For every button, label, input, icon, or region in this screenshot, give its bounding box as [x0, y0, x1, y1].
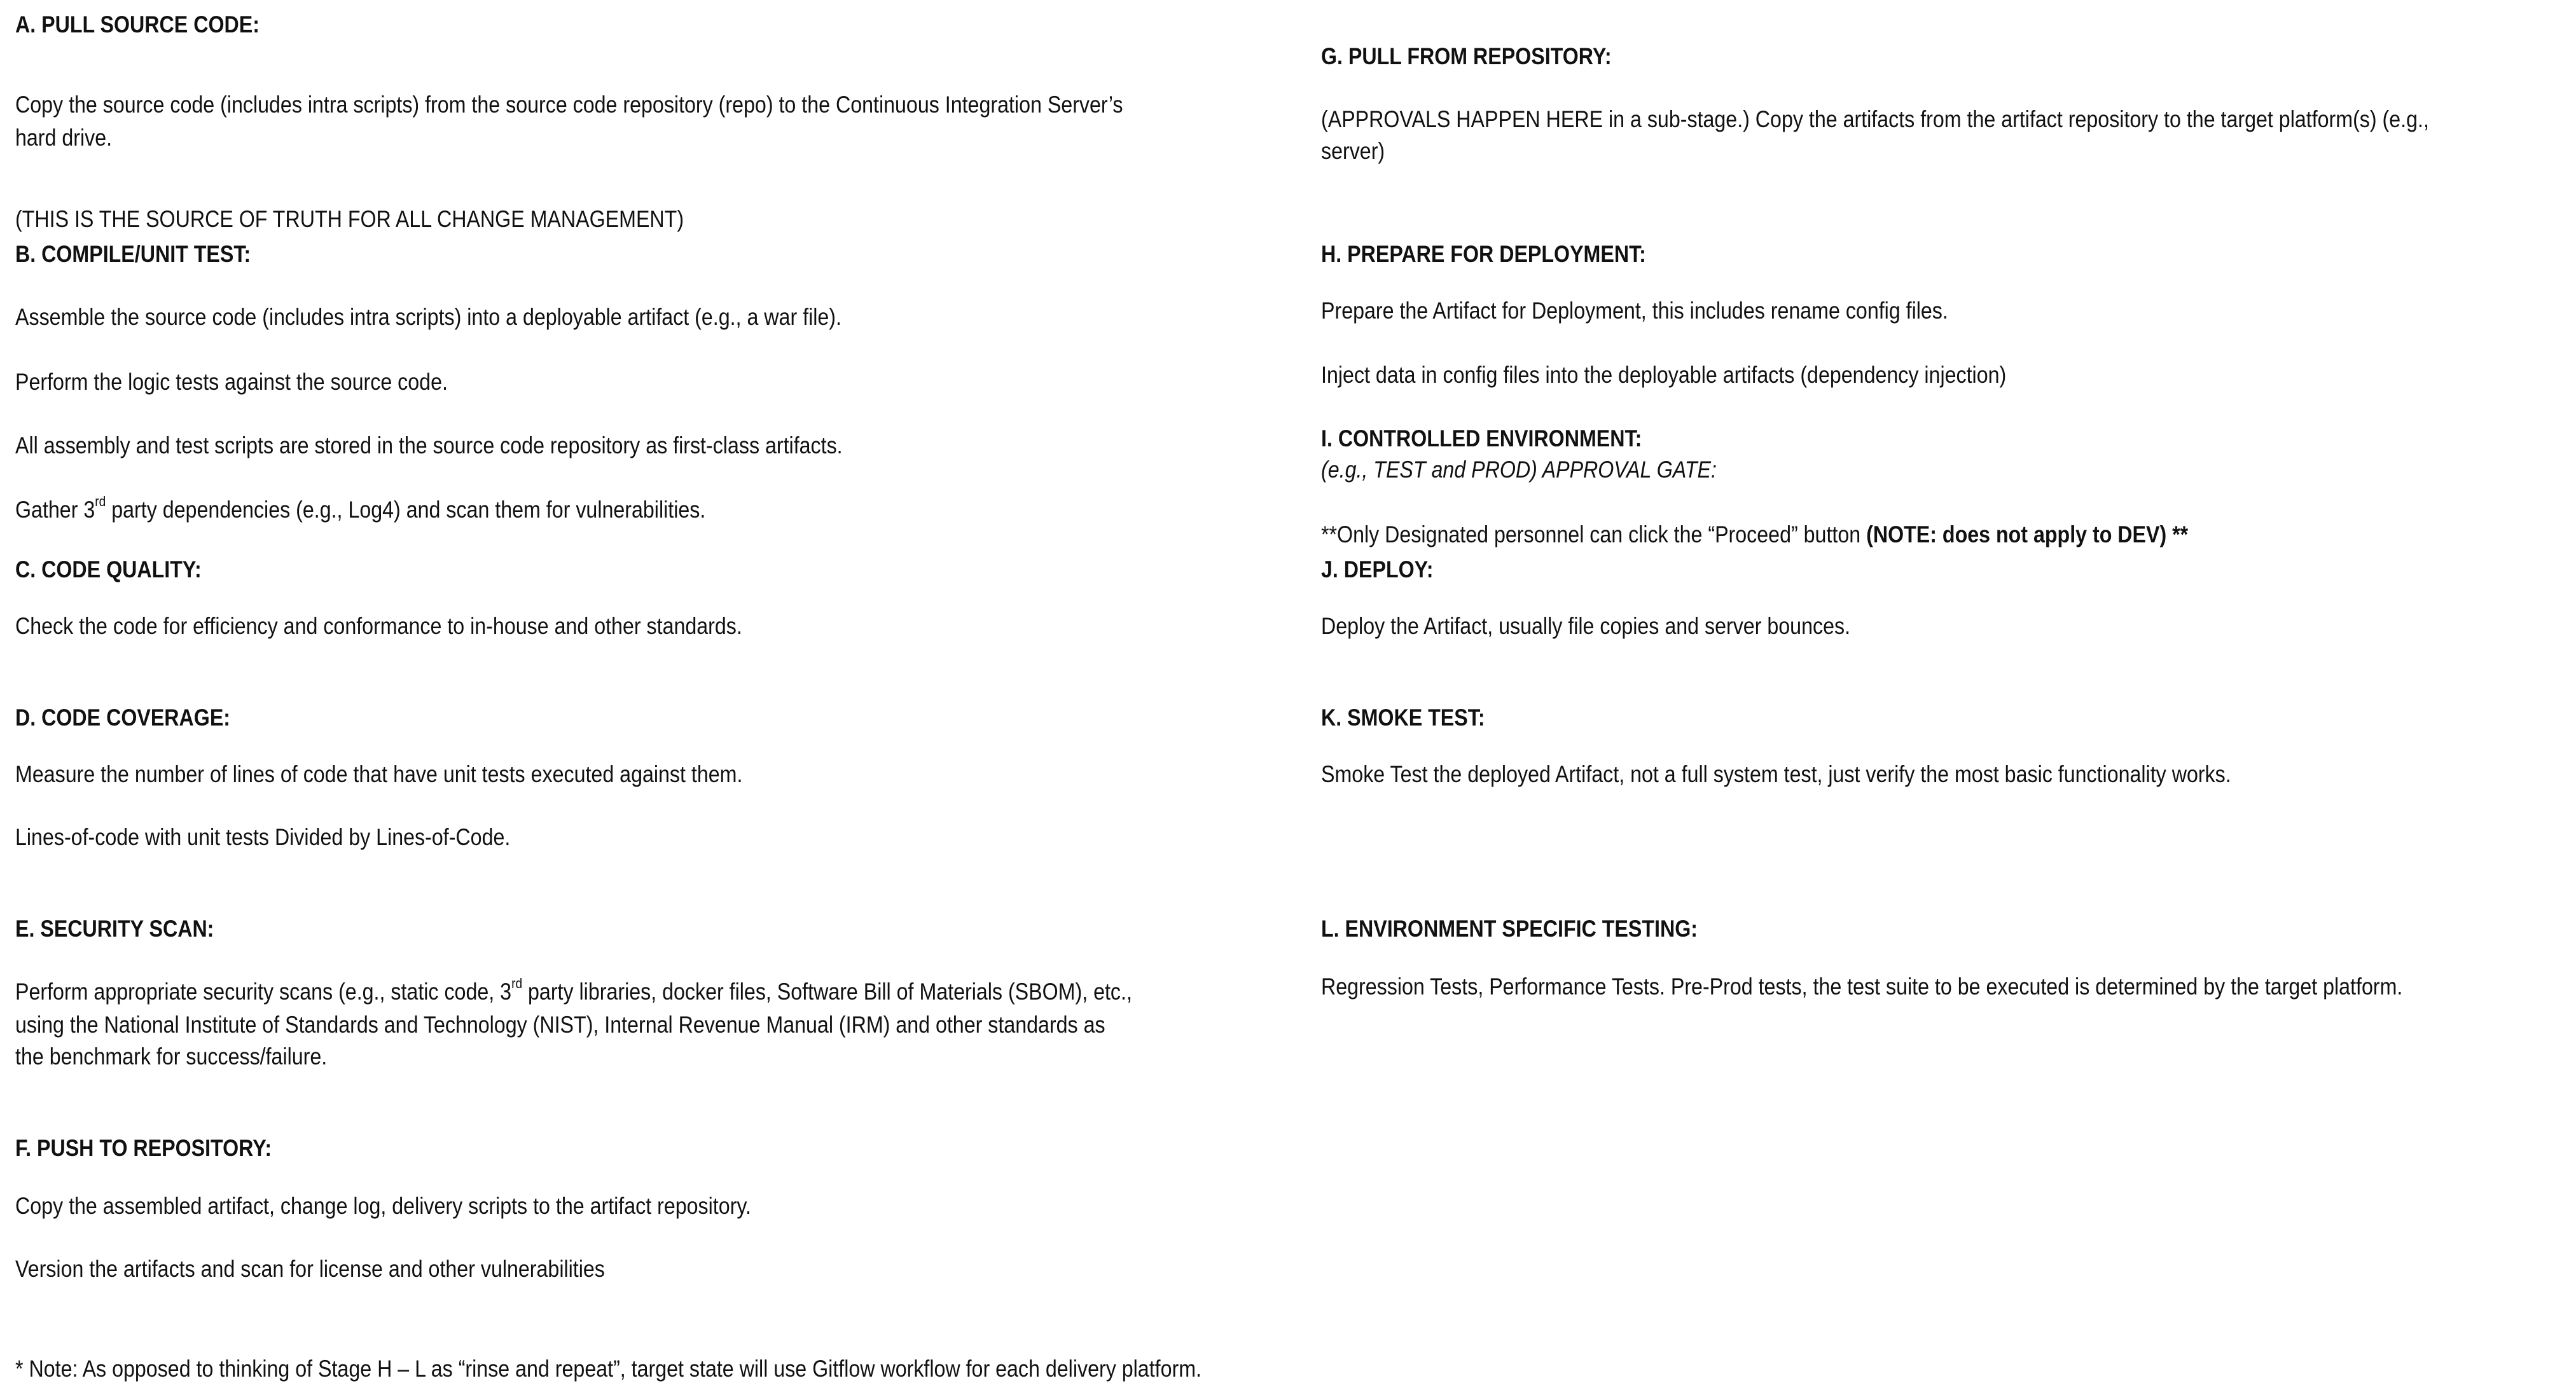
text: Gather 3 [15, 497, 95, 523]
stage-h-title: H. PREPARE FOR DEPLOYMENT: [1321, 241, 1646, 267]
note-bold: (NOTE: does not apply to DEV) ** [1866, 521, 2189, 547]
stage-l-title: L. ENVIRONMENT SPECIFIC TESTING: [1321, 916, 1698, 942]
stage-d-text: Measure the number of lines of code that have unit tests executed against them. [15, 761, 743, 787]
stage-a-title: A. PULL SOURCE CODE: [15, 11, 260, 38]
stage-e-text: using the National Institute of Standards and Technology (NIST), Internal Revenue Manual (IRM) and other standards as [15, 1012, 1105, 1038]
text: party libraries, docker files, Software Bill of Materials (SBOM), etc., [522, 979, 1132, 1005]
stage-b-text: All assembly and test scripts are stored in the source code repository as first-class artifacts. [15, 432, 843, 458]
text: party dependencies (e.g., Log4) and scan them for vulnerabilities. [106, 497, 706, 523]
stage-j-title: J. DEPLOY: [1321, 556, 1434, 582]
stage-j-text: Deploy the Artifact, usually file copies and server bounces. [1321, 613, 1851, 639]
text: **Only Designated personnel can click the “Proceed” button [1321, 521, 1867, 547]
stage-f-title: F. PUSH TO REPOSITORY: [15, 1135, 272, 1161]
text: Perform appropriate security scans (e.g., static code, 3 [15, 979, 512, 1005]
superscript: rd [95, 493, 106, 509]
stage-l-text: Regression Tests, Performance Tests. Pre-Prod tests, the test suite to be executed is determined by the target platform. [1321, 974, 2403, 1000]
stage-e-text: the benchmark for success/failure. [15, 1043, 328, 1070]
stage-k-title: K. SMOKE TEST: [1321, 705, 1485, 731]
stage-k-text: Smoke Test the deployed Artifact, not a full system test, just verify the most basic functionality works. [1321, 761, 2231, 787]
stage-b-text [15, 493, 706, 524]
stage-h-text: Prepare the Artifact for Deployment, this includes rename config files. [1321, 298, 1948, 324]
stage-g-title: G. PULL FROM REPOSITORY: [1321, 43, 1612, 69]
stage-h-text: Inject data in config files into the deployable artifacts (dependency injection) [1321, 362, 2007, 388]
stage-f-text: Copy the assembled artifact, change log, delivery scripts to the artifact repository. [15, 1193, 752, 1219]
stage-g-text: (APPROVALS HAPPEN HERE in a sub-stage.) Copy the artifacts from the artifact repository to the target platform(s) (e.g., [1321, 106, 2429, 132]
stage-b-text: Assemble the source code (includes intra scripts) into a deployable artifact (e.g., a war file). [15, 304, 841, 330]
stage-b-text: Perform the logic tests against the source code. [15, 369, 448, 395]
stage-a-text: Copy the source code (includes intra scripts) from the source code repository (repo) to the Continuous Integration Server’s [15, 92, 1123, 118]
stage-b-title: B. COMPILE/UNIT TEST: [15, 241, 251, 267]
stage-e-title: E. SECURITY SCAN: [15, 916, 214, 942]
stage-i-subtitle: (e.g., TEST and PROD) APPROVAL GATE: [1321, 457, 1717, 483]
footnote: * Note: As opposed to thinking of Stage H – L as “rinse and repeat”, target state will use Gitflow workflow for each delivery platform. [15, 1356, 1201, 1382]
stage-i-title: I. CONTROLLED ENVIRONMENT: [1321, 425, 1642, 451]
stage-e-text [15, 975, 1132, 1006]
stage-d-text: Lines-of-code with unit tests Divided by Lines-of-Code. [15, 824, 511, 850]
stage-d-title: D. CODE COVERAGE: [15, 705, 231, 731]
stage-c-text: Check the code for efficiency and conformance to in-house and other standards. [15, 613, 742, 639]
stage-a-text: hard drive. [15, 125, 113, 151]
stage-i-text [1321, 521, 2188, 549]
stage-g-text: server) [1321, 138, 1385, 164]
superscript: rd [511, 975, 523, 991]
stage-a-note: (THIS IS THE SOURCE OF TRUTH FOR ALL CHANGE MANAGEMENT) [15, 206, 684, 232]
stage-f-text: Version the artifacts and scan for license and other vulnerabilities [15, 1256, 605, 1282]
stage-c-title: C. CODE QUALITY: [15, 556, 202, 582]
